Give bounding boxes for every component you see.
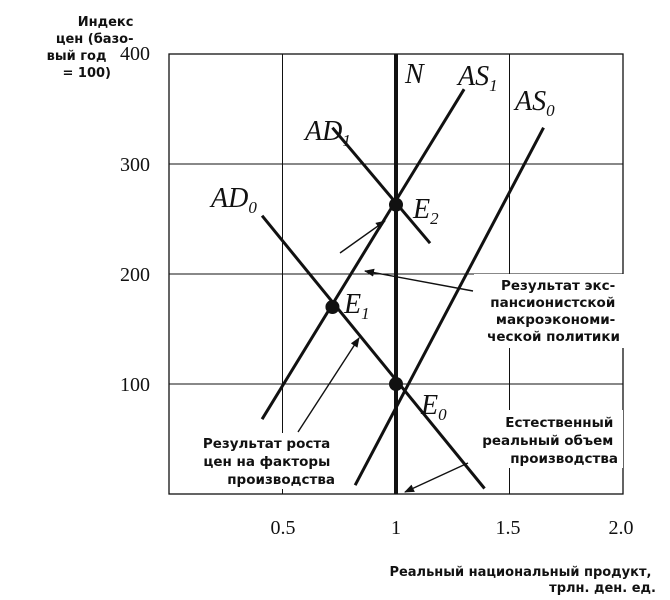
annotation-expansionary-policy: [474, 274, 624, 348]
equilibrium-point-e0: [389, 377, 403, 391]
annotation-line: Естественный: [505, 415, 614, 431]
x-tick-label: 1: [391, 517, 401, 539]
x-tick-label: 1.5: [495, 517, 521, 539]
annotation-natural-output: [482, 410, 623, 468]
x-tick-label: 2.0: [608, 517, 634, 539]
annotation-line: реальный объем: [482, 433, 614, 449]
equilibrium-point-e2: [389, 198, 403, 212]
annotation-line: Результат роста: [202, 436, 331, 452]
x-axis-label-line: трлн. ден. ед.: [549, 581, 656, 596]
x-axis-label-line: Реальный национальный продукт,: [389, 565, 652, 580]
annotation-line: цен на факторы: [203, 454, 331, 470]
x-tick-label: 0.5: [270, 517, 296, 539]
arrow-e1-to-e2: [340, 221, 385, 253]
y-tick-label: 400: [120, 43, 150, 65]
svg-text:Результат экс- пансионис: [487, 278, 620, 345]
as0-label: $AS_0$: [515, 86, 555, 120]
equilibrium-point-e1: [325, 300, 339, 314]
y-axis-label-line: вый год: [46, 49, 107, 64]
y-axis-label-line: Индекс: [77, 15, 134, 30]
y-axis-label-line: = 100): [62, 66, 111, 81]
arrow-natural-output: [405, 463, 468, 492]
e0-label: $E_0$: [421, 390, 447, 424]
annotation-line: производства: [227, 472, 335, 488]
annotation-line: производства: [510, 451, 618, 467]
annotation-line: Результат экс-: [500, 278, 616, 294]
y-tick-label: 200: [120, 264, 150, 286]
e1-label: $E_1$: [344, 289, 370, 323]
annotation-line: пансионистской: [490, 295, 616, 311]
ad1-label: $AD_1$: [305, 116, 351, 150]
x-axis-label: [389, 565, 656, 596]
annotation-factor-prices: [193, 433, 339, 489]
y-tick-label: 300: [120, 154, 150, 176]
y-tick-label: 100: [120, 374, 150, 396]
e2-label: $E_2$: [413, 194, 439, 228]
y-axis-label-line: цен (базо-: [55, 32, 134, 47]
n-label: N: [405, 59, 424, 90]
as1-label: $AS_1$: [458, 61, 498, 95]
annotation-line: ческой политики: [487, 329, 620, 345]
ad0-label: $AD_0$: [211, 183, 257, 217]
annotation-line: макроэкономи-: [495, 312, 616, 328]
arrow-factor-prices: [298, 338, 359, 432]
